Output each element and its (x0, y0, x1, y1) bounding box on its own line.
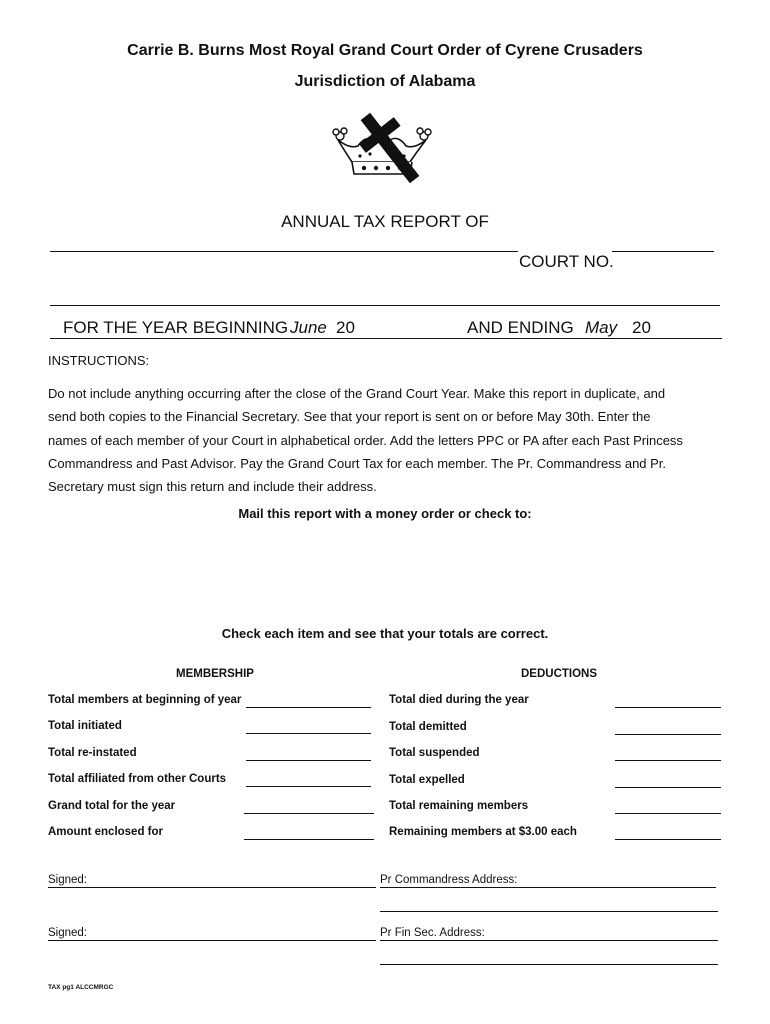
membership-blank[interactable] (244, 839, 374, 840)
deduction-label: Total expelled (389, 774, 465, 786)
membership-blank[interactable] (246, 707, 371, 708)
instructions-line: Do not include anything occurring after the close of the Grand Court Year. Make this report in duplicate, and (48, 386, 666, 401)
year-ending-month: May (585, 318, 618, 337)
membership-label: Total re-instated (48, 747, 137, 759)
membership-label: Amount enclosed for (48, 826, 164, 838)
commandress-address-line[interactable] (380, 887, 716, 888)
membership-label: Total initiated (48, 720, 122, 732)
deduction-blank[interactable] (615, 839, 721, 840)
fin-sec-address-line[interactable] (380, 940, 718, 941)
court-address-blank[interactable] (50, 305, 720, 306)
instructions-line: send both copies to the Financial Secretary. See that your report is sent on or before May 30th. Enter the (48, 409, 651, 425)
commandress-address-line[interactable] (380, 911, 718, 912)
signed-label: Signed: (48, 874, 88, 886)
deduction-blank[interactable] (615, 734, 721, 735)
instructions-line: Commandress and Past Advisor. Pay the Grand Court Tax for each member. The Pr. Commandress and Pr. (48, 455, 667, 471)
year-beginning-year: 20 (336, 318, 355, 337)
membership-blank[interactable] (246, 760, 371, 761)
membership-blank[interactable] (246, 786, 371, 787)
cross-and-crown-icon (330, 110, 434, 188)
membership-blank[interactable] (244, 813, 374, 814)
form-code: TAX pg1 ALCCMRGC (48, 984, 114, 991)
deduction-label: Remaining members at $3.00 each (389, 826, 577, 838)
membership-label: Total members at beginning of year (48, 694, 242, 706)
year-beginning-label: FOR THE YEAR BEGINNING (63, 318, 289, 337)
court-no-label: COURT NO. (519, 252, 614, 271)
court-no-blank[interactable] (612, 251, 714, 252)
membership-blank[interactable] (246, 733, 371, 734)
deduction-blank[interactable] (615, 787, 721, 788)
court-name-blank[interactable] (50, 251, 518, 252)
signed-label: Signed: (48, 927, 88, 939)
year-ending-year: 20 (632, 318, 651, 337)
report-title: ANNUAL TAX REPORT OF (281, 212, 489, 231)
commandress-address-label: Pr Commandress Address: (380, 874, 518, 886)
year-beginning-month: June (290, 318, 327, 337)
deduction-label: Total demitted (389, 721, 467, 733)
membership-label: Total affiliated from other Courts (48, 773, 227, 785)
instructions-heading: INSTRUCTIONS: (48, 353, 150, 368)
instructions-body (48, 382, 728, 498)
instructions-line: Secretary must sign this return and include their address. (48, 479, 377, 495)
deduction-label: Total suspended (389, 747, 480, 759)
instructions-line: names of each member of your Court in alphabetical order. Add the letters PPC or PA after each Past Princess (48, 432, 683, 448)
check-totals-note: Check each item and see that your totals are correct. (221, 626, 549, 641)
mail-note: Mail this report with a money order or check to: (238, 506, 532, 521)
membership-heading: MEMBERSHIP (176, 668, 254, 680)
jurisdiction-title: Jurisdiction of Alabama (294, 73, 476, 90)
year-ending-label: AND ENDING (467, 318, 574, 337)
fin-sec-address-label: Pr Fin Sec. Address: (380, 927, 485, 939)
deduction-label: Total remaining members (389, 800, 529, 812)
deduction-blank[interactable] (615, 707, 721, 708)
deductions-heading: DEDUCTIONS (521, 668, 598, 680)
deduction-blank[interactable] (615, 813, 721, 814)
year-line-underline (50, 338, 722, 339)
signature-line[interactable] (48, 887, 376, 888)
deduction-label: Total died during the year (389, 694, 529, 706)
fin-sec-address-line[interactable] (380, 964, 718, 965)
signature-line[interactable] (48, 940, 376, 941)
membership-label: Grand total for the year (48, 800, 176, 812)
deduction-blank[interactable] (615, 760, 721, 761)
org-title: Carrie B. Burns Most Royal Grand Court Order of Cyrene Crusaders (127, 42, 643, 59)
